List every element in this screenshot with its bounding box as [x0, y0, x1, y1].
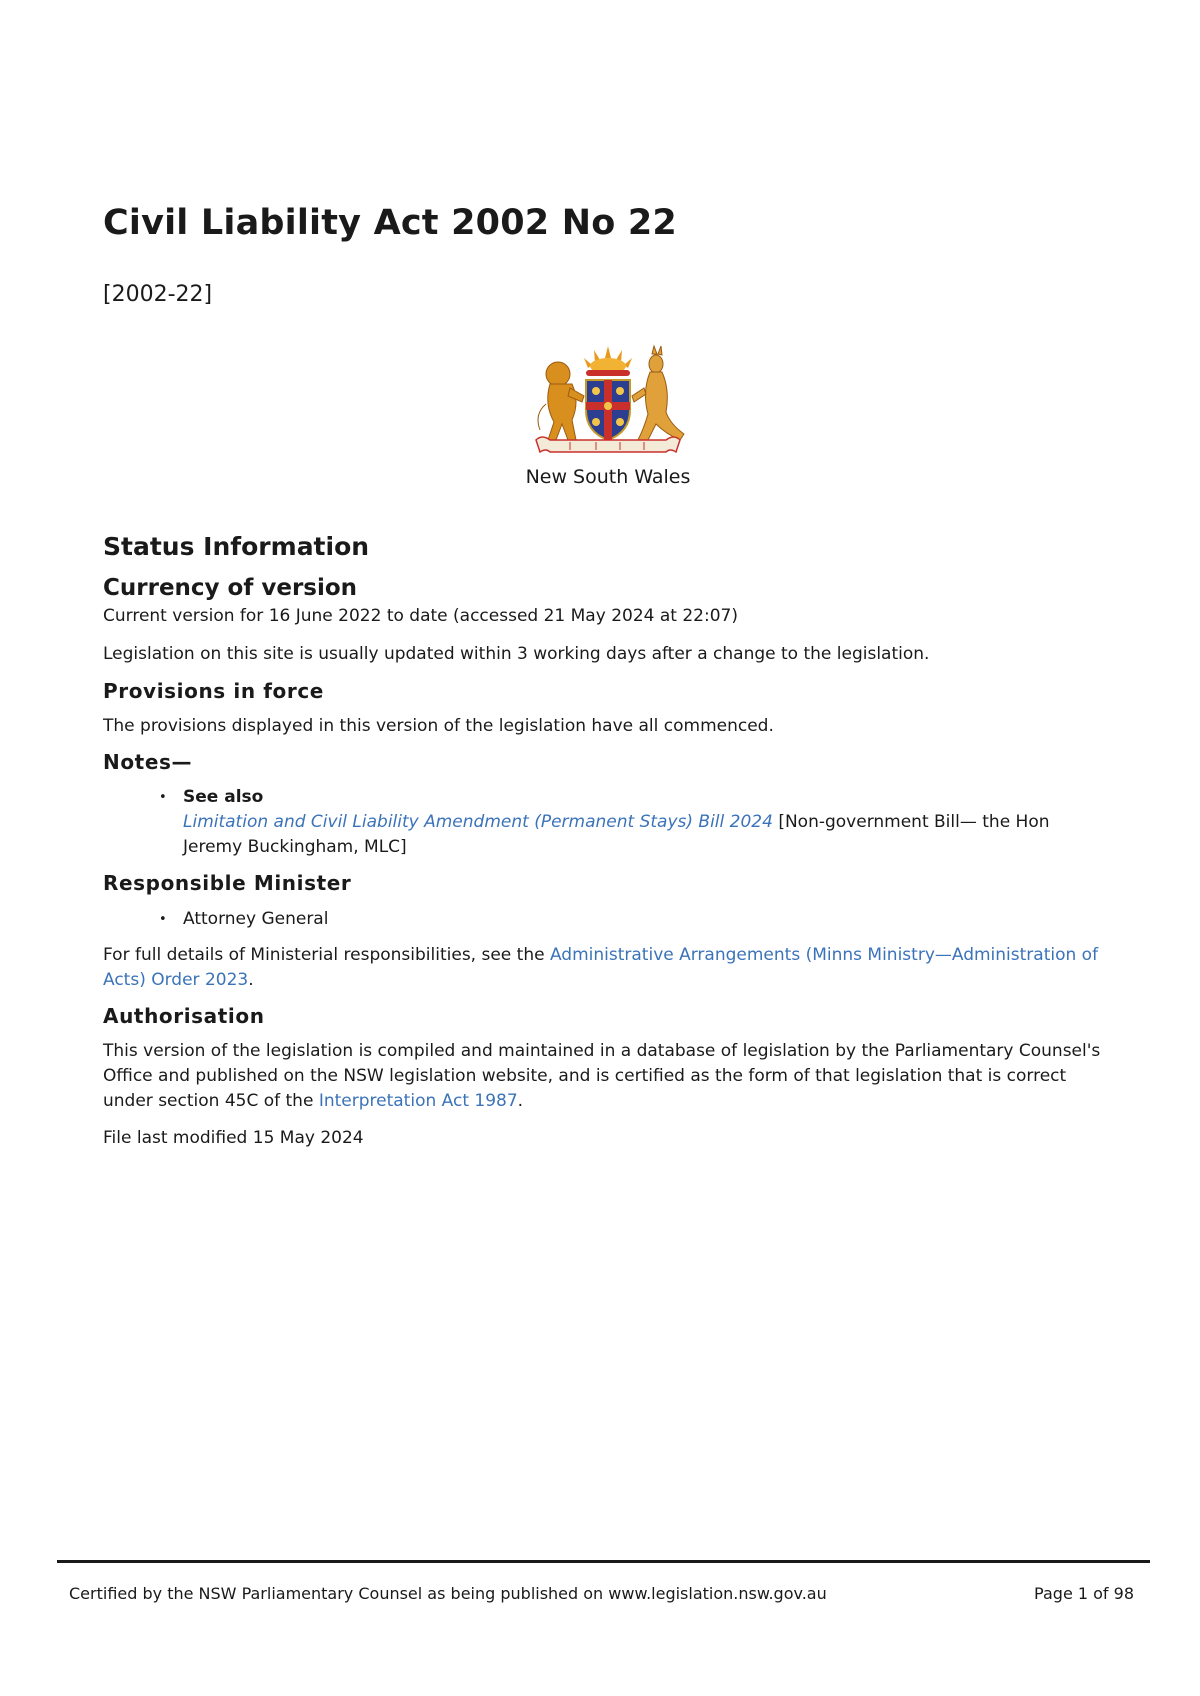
status-heading: Status Information — [103, 532, 370, 561]
update-note: Legislation on this site is usually updated within 3 working days after a change to the legislation. — [103, 644, 930, 664]
minister-details — [103, 943, 1113, 993]
footer-divider — [57, 1560, 1150, 1563]
document-identifier: [2002-22] — [103, 282, 213, 307]
minister-list — [103, 907, 1113, 932]
status-information — [103, 530, 1113, 1151]
provisions-heading: Provisions in force — [103, 679, 324, 703]
notes-list — [103, 785, 1113, 860]
details-prefix: For full details of Ministerial responsibilities, see the — [103, 945, 550, 965]
page-number: Page 1 of 98 — [1034, 1584, 1134, 1603]
administrative-arrangements-link[interactable]: Administrative Arrangements (Minns Ministry—Administration of Acts) Order 2023 — [103, 945, 1099, 990]
jurisdiction-label: New South Wales — [525, 466, 691, 488]
interpretation-act-link[interactable]: Interpretation Act 1987 — [318, 1091, 518, 1111]
minister-heading: Responsible Minister — [103, 871, 352, 895]
footer-certification: Certified by the NSW Parliamentary Counsel as being published on www.legislation.nsw.gov.au — [69, 1584, 827, 1603]
see-also-label: See also — [183, 787, 264, 807]
crest-block — [103, 344, 1113, 488]
list-item: • Attorney General — [183, 907, 1113, 932]
nsw-coat-of-arms-icon — [520, 344, 696, 460]
authorisation-text — [103, 1039, 1113, 1114]
bill-link[interactable]: Limitation and Civil Liability Amendment (Permanent Stays) Bill 2024 — [183, 812, 773, 832]
authorisation-prefix: This version of the legislation is compiled and maintained in a database of legislation by the Parliamentary Counsel's Office and published on the NSW legislation website, and is certified as the form of that legislation that is correct under section 45C of the — [103, 1041, 1101, 1111]
file-modified: File last modified 15 May 2024 — [103, 1128, 364, 1148]
notes-heading: Notes— — [103, 750, 193, 774]
provisions-text: The provisions displayed in this version of the legislation have all commenced. — [103, 716, 774, 736]
bill-suffix: [Non-government Bill— the Hon Jeremy Buckingham, MLC] — [183, 812, 1050, 857]
currency-line: Current version for 16 June 2022 to date (accessed 21 May 2024 at 22:07) — [103, 606, 738, 626]
authorisation-heading: Authorisation — [103, 1004, 265, 1028]
list-item — [183, 785, 1113, 860]
authorisation-suffix: . — [517, 1091, 524, 1111]
document-title: Civil Liability Act 2002 No 22 — [103, 203, 677, 243]
currency-heading: Currency of version — [103, 575, 358, 601]
details-suffix: . — [248, 970, 254, 990]
